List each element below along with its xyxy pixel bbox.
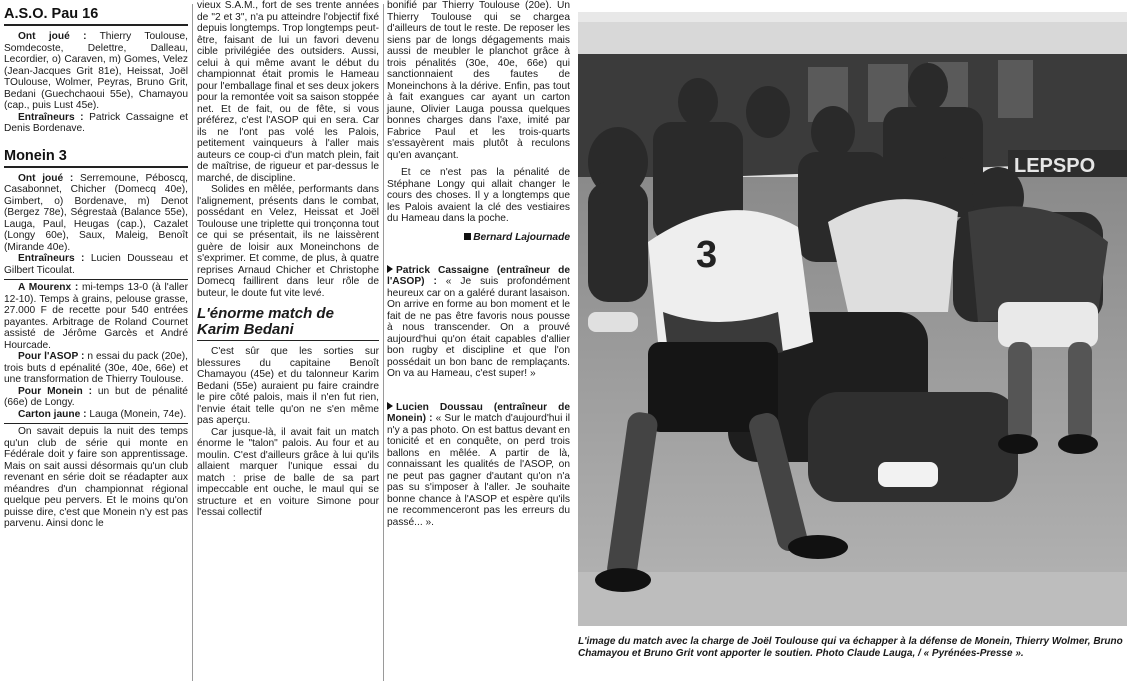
aso-played-text: Thierry Toulouse, Somdecoste, Delettre, Dalleau, Lecordier, o) Caraven, m) Gomes, Velez (Jean-Jacques Grit 81e), Heissat, Joël TOulouse, Wolmer, Peyras, Bruno Grit, Bedani (Guechchaoui 55e), Chamayou (cap., puis Lust 45e).: [4, 31, 188, 111]
aso-played-label: Ont joué :: [18, 31, 87, 42]
match-photo: [578, 12, 1127, 626]
column-2: [197, 0, 379, 519]
carton-text: Lauga (Monein, 74e).: [89, 408, 187, 420]
quote-doussau: [387, 402, 570, 529]
yellow-card: [4, 409, 188, 421]
monein-coach-label: Entraîneurs :: [18, 253, 85, 264]
asop-scoring: [4, 351, 188, 386]
carton-label: Carton jaune :: [18, 408, 87, 420]
heading-rule: [4, 24, 188, 26]
aso-coach-text: Patrick Cassaigne et Denis Bordenave.: [4, 111, 188, 134]
heading-rule: [4, 166, 188, 168]
monein-scoring: [4, 386, 188, 409]
monein-played-label: Ont joué :: [18, 172, 74, 184]
quote-cassaigne-label: Patrick Cassaigne (entraîneur de l'ASOP) :: [387, 264, 570, 287]
article-paragraph: C'est sûr que les sorties sur blessures du capitaine Benoît Chamayou (45e) et du talonneur Karim Bedani (55e) auraient pu faire craindre le pire côté palois, mais il n'en fut rien, l'envie était telle qu'on ne s'en même pas aperçu.: [197, 346, 379, 426]
author-name: Bernard Lajournade: [473, 231, 570, 243]
pour-monein-label: Pour Monein :: [18, 385, 92, 397]
mourenx-text: mi-temps 13-0 (à l'aller 12-10). Temps à grains, pelouse grasse, 27.000 F de recette pour 540 entrées payantes. Arbitrage de Roland Cournet assisté de Jérôme Garcès et André Hourcade.: [4, 282, 188, 351]
monein-coaches: [4, 253, 188, 276]
monein-lineup: [4, 173, 188, 254]
triangle-bullet-icon: [387, 402, 393, 410]
aso-coaches: [4, 112, 188, 135]
aso-coach-label: Entraîneurs :: [18, 111, 84, 123]
subheading-rule: [197, 340, 379, 341]
triangle-bullet-icon: [387, 265, 393, 273]
quote-cassaigne-text: « Je suis profondément heureux car on a galéré durant lasaison. On arrive en forme au bon moment et le fait de ne pas être favoris nous pousse à nous transcender. On a prouvé aujourd'hui qu'on était capables d'allier bon rugby et discipline et que l'on possédait un bon banc de remplaçants. On va au Hameau, c'est super! »: [387, 276, 570, 379]
article-paragraph: Car jusque-là, il avait fait un match énorme le "talon" palois. Au four et au moulin. C'est d'ailleurs grâce à lui qu'ils allaient marquer l'unique essai du match : prise de balle de sa part impeccable ent ouche, le maul qui se structure et en voiture Simone pour l'essai collectif: [197, 426, 379, 518]
author-signature: [387, 232, 570, 243]
pour-asop-text: n essai du pack (20e), trois buts d epénalité (30e, 40e, 66e) et une transformation de Thierry Toulouse.: [4, 351, 188, 385]
monein-coach-text: Lucien Dousseau et Gilbert Ticoulat.: [4, 253, 188, 276]
column-3: [387, 0, 570, 528]
quote-cassaigne: [387, 265, 570, 380]
article-body-start: On savait depuis la nuit des temps qu'un club de série qui monte en Fédérale doit y faire son apprentissage. Mais on sait aussi désormais qu'un club revenant en série doit se réadapter aux méandres d'un championnat régional quelque peu pervers. Et le moins qu'on puisse dire, c'est que Monein n'y est pas parvenu. Ainsi donc le: [4, 426, 188, 529]
match-info: [4, 282, 188, 351]
monein-team-heading: Monein 3: [4, 147, 67, 164]
quote-doussau-text: « Sur le match d'aujourd'hui il n'y a pas photo. On est battus devant en tonicité et en conquête, on perd trois ballons en mêlée. A partir de là, connaissant les qualités de l'ASOP, on ne peut pas gagner d'autant qu'on n'a pas su s'imposer à l'aller. Je souhaite bonne chance à l'ASOP et espère qu'ils ne recommenceront pas les erreurs du passé... ».: [387, 413, 570, 528]
section-rule: [4, 423, 188, 424]
stadium-banner: LEPSPO: [1014, 155, 1096, 177]
column-divider: [192, 4, 193, 681]
mourenx-label: A Mourenx :: [18, 282, 79, 293]
quote-doussau-label: Lucien Doussau (entraîneur de Monein) :: [387, 401, 570, 424]
section-rule: [4, 279, 188, 280]
pour-monein-text: un but de pénalité (66e) de Longy.: [4, 385, 188, 408]
square-bullet-icon: [464, 233, 471, 240]
column-divider: [383, 4, 384, 681]
article-paragraph: vieux S.A.M., fort de ses trente années de "2 et 3", n'a pu atteindre l'objectif fixé depuis longtemps. Trop longtemps peut-être, faisant de lui un favori devenu cible privilégiée des outsiders. Aussi, celui à qui même avant le début du championnat était promis le Hameau pour l'emballage final et ses deux jokers pour la remontée voit sa saison stoppée net. Et de fait, ou de fête, si vous préférez, c'est l'ASOP qui en sera. Car ils ne l'ont pas volé les Palois, petitement vainqueurs à l'aller mais auteurs ce coup-ci d'un match plein, fait de maîtrise, de rigueur et par-dessus le marché, de discipline.: [197, 0, 379, 184]
rugby-scrum-illustration: [578, 12, 1127, 626]
subheading: L'énorme match de Karim Bedani: [197, 305, 334, 338]
photo-caption: L'image du match avec la charge de Joël Toulouse qui va échapper à la défense de Monein, Thierry Wolmer, Bruno Chamayou et Bruno Grit vont apporter le soutien. Photo Claude Lauga, / « Pyrénées-Presse ».: [578, 636, 1123, 659]
aso-lineup: [4, 31, 188, 112]
jersey-number: 3: [696, 234, 718, 276]
pour-asop-label: Pour l'ASOP :: [18, 351, 85, 362]
monein-played-text: Serremoune, Péboscq, Casabonnet, Chicher (Domecq 40e), Gimbert, o) Bordenave, m) Denot (Bergez 78e), Ségrestaà (Balance 55e), Lauga, Paul, Heugas (cap.), Cazalet (Longy 60e), Saux, Maleig, Benoît (Mirande 40e).: [4, 172, 188, 253]
article-paragraph: Et ce n'est pas la pénalité de Stéphane Longy qui allait changer le cours des choses. Il y a longtemps que les Palois avaient la clé des vestiaires du Hameau dans la poche.: [387, 167, 570, 224]
article-paragraph: bonifié par Thierry Toulouse (20e). Un Thierry Toulouse qui se chargea d'ailleurs de tout le reste. De reposer les siens par de longs dégagements mais aussi de meubler le planchot grâce à trois pénalités (30e, 40e, 66e) qui sanctionnaient des fautes de Moneinchons à la dérive. Enfin, pas tout à fait exangues car ayant un carton jaune, Olivier Lauga poussa quelques bonnes charges dans l'axe, imité par Fabrice Paul et les trois-quarts s'essayèrent mais plutôt à reculons qu'en avançant.: [387, 0, 570, 161]
column-1: [4, 0, 188, 530]
article-paragraph: Solides en mêlée, performants dans l'alignement, présents dans le combat, possédant en Velez, Heissat et Joël Toulouse une triplette qui tronçonna tout ce qui se présentait, ils ne laissèrent guère de loisir aux Moneinchons de s'exprimer. Et comme, de plus, à quatre reprises Arnaud Chicher et Christophe Domecq faillirent dans leur rôle de buteur, le doute fut vite levé.: [197, 184, 379, 299]
aso-team-heading: A.S.O. Pau 16: [4, 6, 99, 22]
